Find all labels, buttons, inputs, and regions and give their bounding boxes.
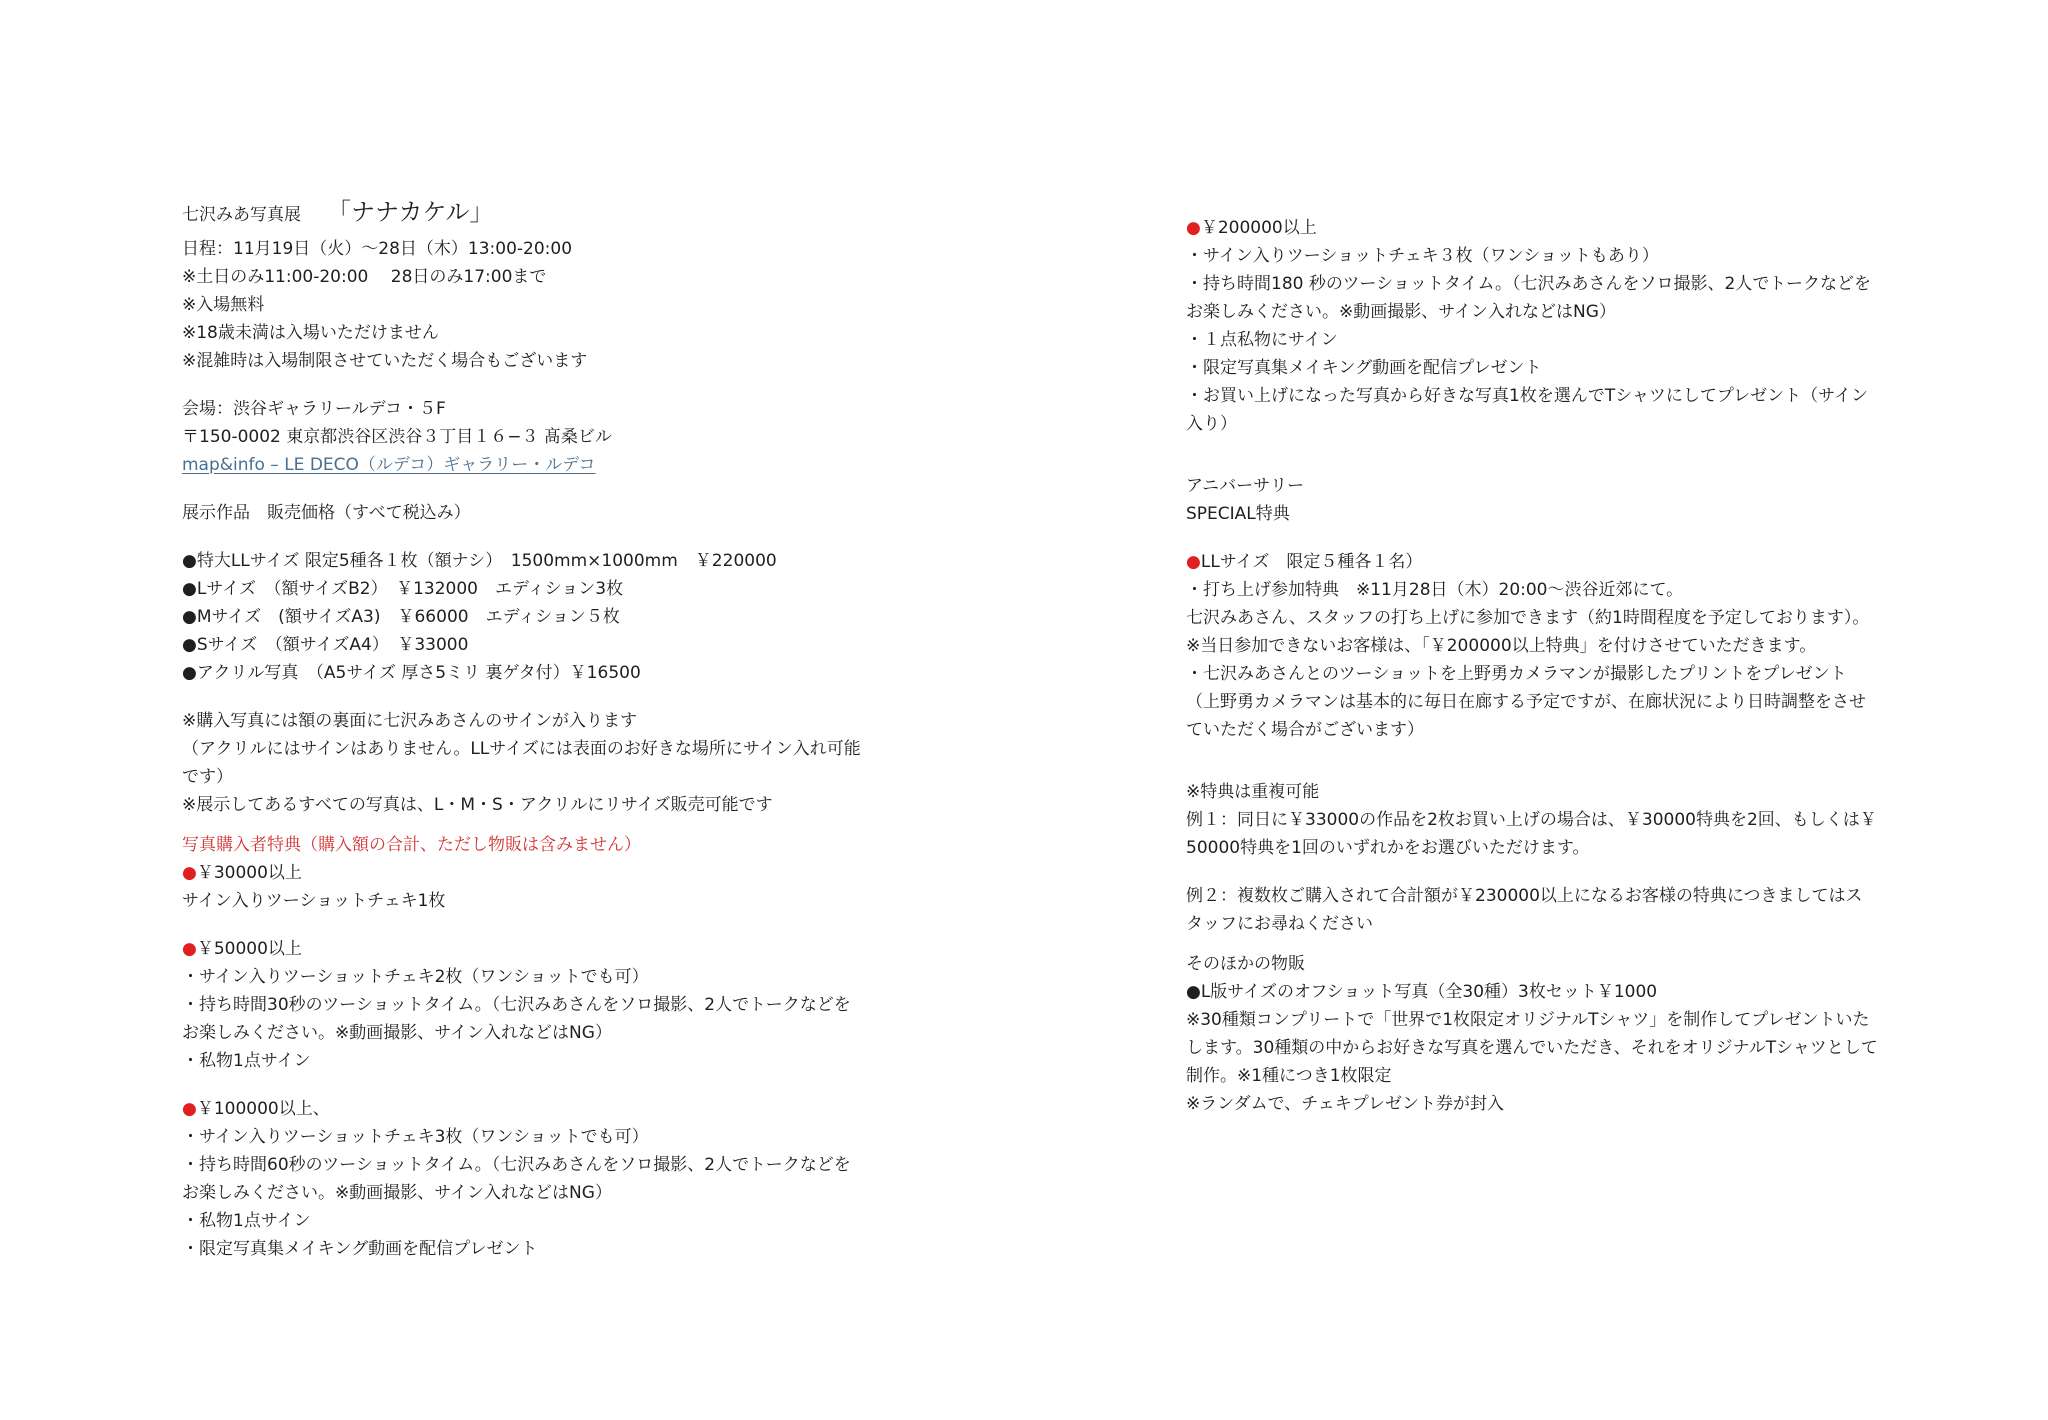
tier-line: ・持ち時間180 秒のツーショットタイム。（七沢みあさんをソロ撮影、2人でトークなどを <box>1186 274 1871 294</box>
tier-line: （上野勇カメラマンは基本的に毎日在廊する予定ですが、在廊状況により日時調整をさせ <box>1186 692 1866 712</box>
tier-line: ・サイン入りツーショットチェキ３枚（ワンショットもあり） <box>1186 246 1659 266</box>
red-dot-bullet: ● <box>1186 218 1201 238</box>
exhibition-name: 七沢みあ写真展 <box>182 205 301 225</box>
schedule-line: 日程：11月19日（火）〜28日（木）13:00-20:00 <box>182 239 573 259</box>
tier-price: ￥50000以上 <box>196 939 302 959</box>
tier-line: ・私物1点サイン <box>182 1211 311 1231</box>
tier-line: ・持ち時間60秒のツーショットタイム。（七沢みあさんをソロ撮影、2人でトークなどを <box>182 1155 851 1175</box>
work-item: ●アクリル写真 （A5サイズ 厚さ5ミリ 裏ゲタ付）￥16500 <box>182 663 641 683</box>
anniversary-subheading: SPECIAL特典 <box>1186 504 1290 524</box>
duplicate-note: 例１：同日に￥33000の作品を2枚お買い上げの場合は、￥30000特典を2回、もしくは￥ <box>1186 810 1877 830</box>
tier-line: 入り） <box>1186 414 1237 434</box>
red-dot-bullet: ● <box>182 863 197 883</box>
note-line: ※展示してあるすべての写真は、L・M・S・アクリルにリサイズ販売可能です <box>182 795 773 815</box>
tier-heading <box>182 859 882 887</box>
tier-line: ・打ち上げ参加特典 ※11月28日（木）20:00〜渋谷近郊にて。 <box>1186 580 1684 600</box>
goods-line: ●L版サイズのオフショット写真（全30種）3枚セット￥1000 <box>1186 982 1658 1002</box>
works-heading: 展示作品 販売価格（すべて税込み） <box>182 503 471 523</box>
tier-heading <box>1186 214 1886 242</box>
tier-line: お楽しみください。※動画撮影、サイン入れなどはNG） <box>182 1023 612 1043</box>
goods-line: ※30種類コンプリートで「世界で1枚限定オリジナルTシャツ」を制作してプレゼントいた <box>1186 1010 1870 1030</box>
tier-line: ていただく場合がございます） <box>1186 720 1424 740</box>
schedule-line: ※入場無料 <box>182 295 265 315</box>
note-line: です） <box>182 767 233 787</box>
red-dot-bullet: ● <box>182 939 197 959</box>
venue-address: 〒150-0002 東京都渋谷区渋谷３丁目１６−３ 髙桑ビル <box>182 427 612 447</box>
tier-line: ・持ち時間30秒のツーショットタイム。（七沢みあさんをソロ撮影、2人でトークなどを <box>182 995 851 1015</box>
work-item: ●Lサイズ （額サイズB2） ￥132000 エディション3枚 <box>182 579 624 599</box>
tier-line: ・限定写真集メイキング動画を配信プレゼント <box>1186 358 1542 378</box>
tier-line: ・限定写真集メイキング動画を配信プレゼント <box>182 1239 538 1259</box>
venue-line: 会場：渋谷ギャラリールデコ・５F <box>182 399 446 419</box>
example-note: 例２：複数枚ご購入されて合計額が￥230000以上になるお客様の特典につきましてはス <box>1186 886 1863 906</box>
tier-heading <box>1186 548 1886 576</box>
tier-heading <box>182 935 882 963</box>
work-item: ●特大LLサイズ 限定5種各１枚（額ナシ） 1500mm×1000mm ￥220000 <box>182 551 777 571</box>
tier-line: ・七沢みあさんとのツーショットを上野勇カメラマンが撮影したプリントをプレゼント <box>1186 664 1847 684</box>
benefits-heading: 写真購入者特典（購入額の合計、ただし物販は含みません） <box>182 835 641 855</box>
exhibition-title <box>182 192 882 235</box>
tier-price: ￥100000以上、 <box>196 1099 330 1119</box>
exhibition-title-main: 「ナナカケル」 <box>327 198 494 226</box>
work-item: ●Sサイズ （額サイズA4） ￥33000 <box>182 635 469 655</box>
tier-line: 七沢みあさん、スタッフの打ち上げに参加できます（約1時間程度を予定しております）。 <box>1186 608 1870 628</box>
schedule-line: ※混雑時は入場制限させていただく場合もございます <box>182 351 588 371</box>
tier-line: ※当日参加できないお客様は、「￥200000以上特典」を付けさせていただきます。 <box>1186 636 1817 656</box>
tier-line: ・私物1点サイン <box>182 1051 311 1071</box>
tier-heading <box>182 1095 882 1123</box>
tier-line: ・１点私物にサイン <box>1186 330 1338 350</box>
right-column <box>1186 214 1886 1118</box>
tier-price: LLサイズ 限定５種各１名） <box>1200 552 1423 572</box>
left-column <box>182 192 882 1263</box>
venue-map-link[interactable]: map&info – LE DECO（ルデコ）ギャラリー・ルデコ <box>182 455 596 475</box>
red-dot-bullet: ● <box>1186 552 1201 572</box>
tier-line: ・サイン入りツーショットチェキ2枚（ワンショットでも可） <box>182 967 649 987</box>
goods-line: ※ランダムで、チェキプレゼント券が封入 <box>1186 1094 1505 1114</box>
goods-line: します。30種類の中からお好きな写真を選んでいただき、それをオリジナルTシャツとして <box>1186 1038 1878 1058</box>
duplicate-note: ※特典は重複可能 <box>1186 782 1320 802</box>
duplicate-note: 50000特典を1回のいずれかをお選びいただけます。 <box>1186 838 1590 858</box>
goods-line: 制作。※1種につき1枚限定 <box>1186 1066 1392 1086</box>
tier-line: お楽しみください。※動画撮影、サイン入れなどはNG） <box>1186 302 1616 322</box>
tier-line: ・お買い上げになった写真から好きな写真1枚を選んでTシャツにしてプレゼント（サイン <box>1186 386 1868 406</box>
tier-price: ￥30000以上 <box>196 863 302 883</box>
anniversary-heading: アニバーサリー <box>1186 476 1305 496</box>
tier-price: ￥200000以上 <box>1200 218 1317 238</box>
tier-line: ・サイン入りツーショットチェキ3枚（ワンショットでも可） <box>182 1127 649 1147</box>
tier-line: サイン入りツーショットチェキ1枚 <box>182 891 446 911</box>
schedule-line: ※土日のみ11:00-20:00 28日のみ17:00まで <box>182 267 547 287</box>
work-item: ●Mサイズ (額サイズA3) ￥66000 エディション５枚 <box>182 607 620 627</box>
note-line: ※購入写真には額の裏面に七沢みあさんのサインが入ります <box>182 711 638 731</box>
note-line: （アクリルにはサインはありません。LLサイズには表面のお好きな場所にサイン入れ可能 <box>182 739 861 759</box>
schedule-line: ※18歳未満は入場いただけません <box>182 323 439 343</box>
example-note: タッフにお尋ねください <box>1186 914 1373 934</box>
tier-line: お楽しみください。※動画撮影、サイン入れなどはNG） <box>182 1183 612 1203</box>
red-dot-bullet: ● <box>182 1099 197 1119</box>
goods-line: そのほかの物販 <box>1186 954 1305 974</box>
